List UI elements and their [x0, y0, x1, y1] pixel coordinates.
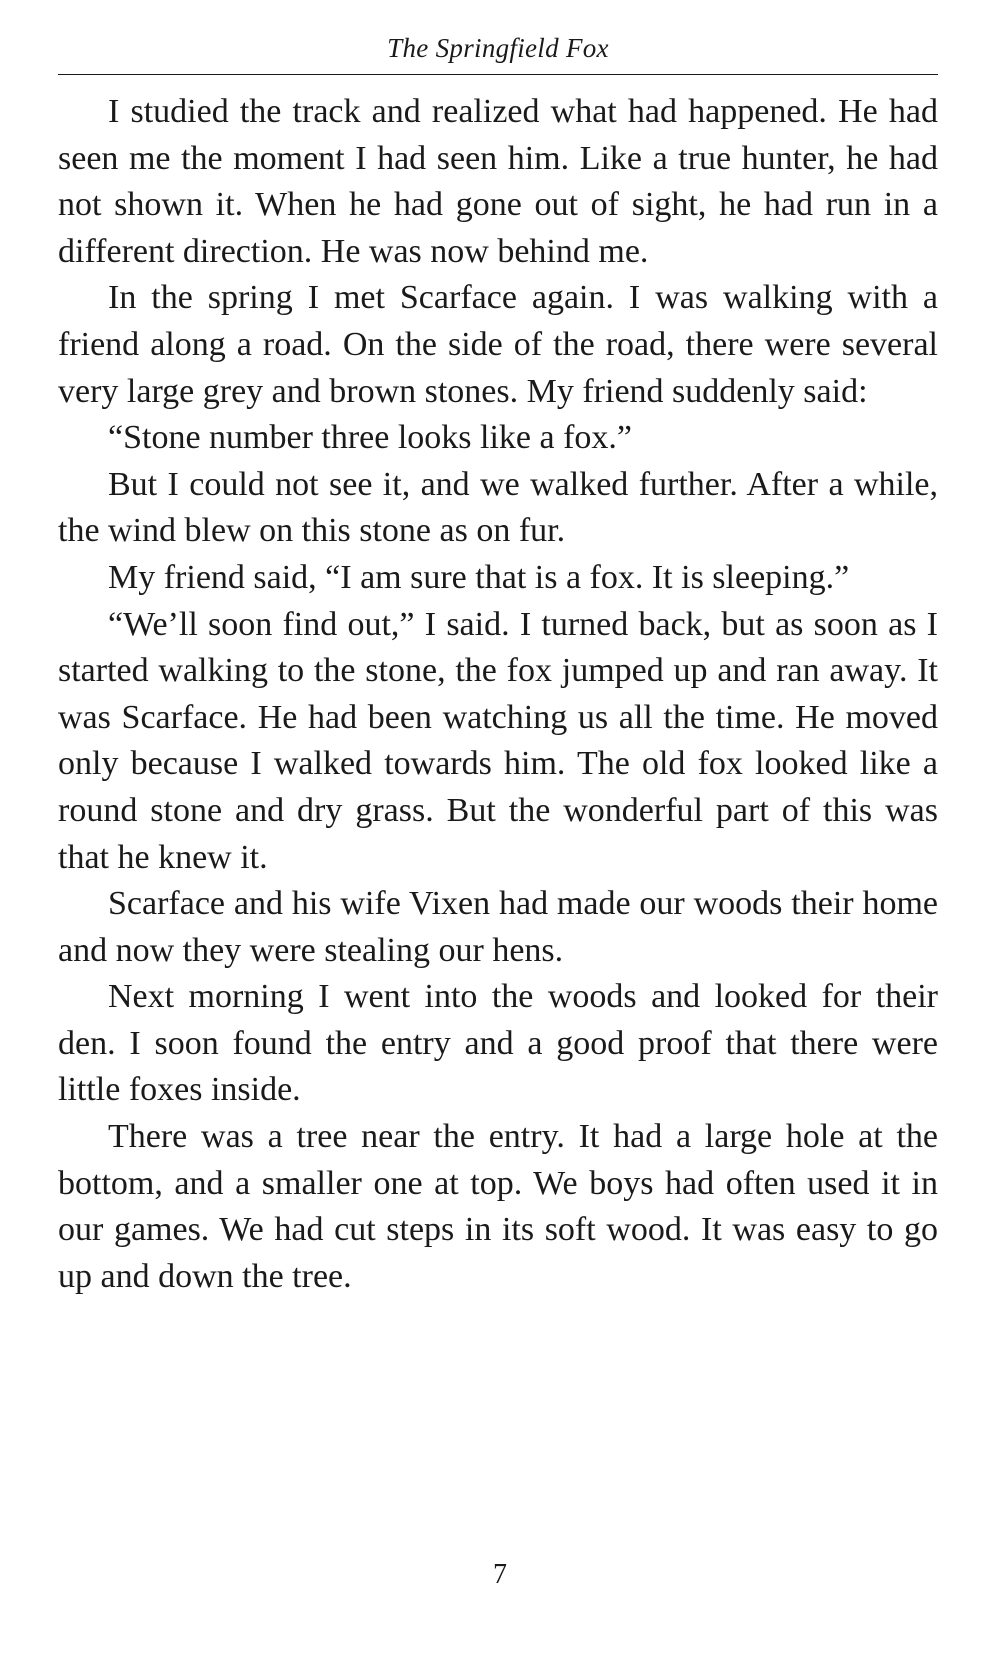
page-number: 7: [493, 1559, 507, 1590]
paragraph: Scarface and his wife Vixen had made our woods their home and now they were stealing our hens.: [58, 885, 938, 969]
paragraph: In the spring I met Scarface again. I was walking with a friend along a road. On the side of the road, there were several very large grey and brown stones. My friend suddenly said:: [58, 279, 938, 410]
paragraph: I studied the track and realized what had happened. He had seen me the moment I had seen him. Like a true hunter, he had not shown it. When he had gone out of sight, he had run in a different direction. He was now behind me.: [58, 93, 938, 270]
paragraph: Next morning I went into the woods and looked for their den. I soon found the entry and a good proof that there were little foxes inside.: [58, 978, 938, 1109]
paragraph: My friend said, “I am sure that is a fox. It is sleeping.”: [108, 558, 850, 596]
body-text: [58, 89, 938, 1300]
header-rule: [58, 74, 938, 75]
paragraph: “We’ll soon find out,” I said. I turned back, but as soon as I started walking to the stone, the fox jumped up and ran away. It was Scarface. He had been watching us all the time. He moved only because I walked towards him. The old fox looked like a round stone and dry grass. But the wonderful part of this was that he knew it.: [58, 605, 938, 876]
paragraph: But I could not see it, and we walked further. After a while, the wind blew on this stone as on fur.: [58, 465, 938, 550]
running-header-title: The Springfield Fox: [387, 33, 609, 63]
paragraph: “Stone number three looks like a fox.”: [108, 419, 633, 457]
paragraph: There was a tree near the entry. It had a large hole at the bottom, and a smaller one at top. We boys had often used it in our games. We had cut steps in its soft wood. It was easy to go up and down the tree.: [58, 1118, 938, 1295]
